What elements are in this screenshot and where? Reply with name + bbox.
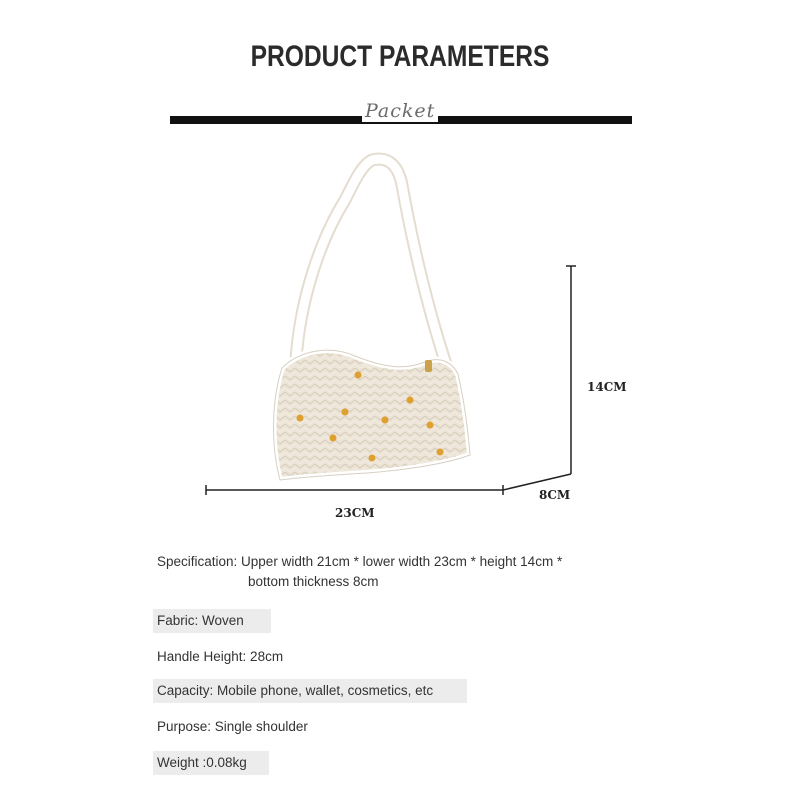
height-label: 14CM — [587, 380, 627, 394]
spec-handle-height: Handle Height: 28cm — [157, 649, 284, 664]
script-word: Packet — [362, 100, 438, 122]
page-title: PRODUCT PARAMETERS — [250, 40, 550, 73]
zipper-pull — [425, 360, 432, 372]
spec-capacity: Capacity: Mobile phone, wallet, cosmetics, etc — [153, 679, 467, 703]
spec-weight: Weight :0.08kg — [153, 751, 269, 775]
spec-purpose: Purpose: Single shoulder — [157, 719, 308, 734]
width-label: 23CM — [335, 506, 375, 520]
spec-specification-line1: Specification: Upper width 21cm * lower width 23cm * height 14cm * — [157, 554, 563, 569]
depth-label: 8CM — [539, 488, 571, 502]
spec-specification-line2: bottom thickness 8cm — [248, 574, 379, 589]
spec-fabric: Fabric: Woven — [153, 609, 271, 633]
